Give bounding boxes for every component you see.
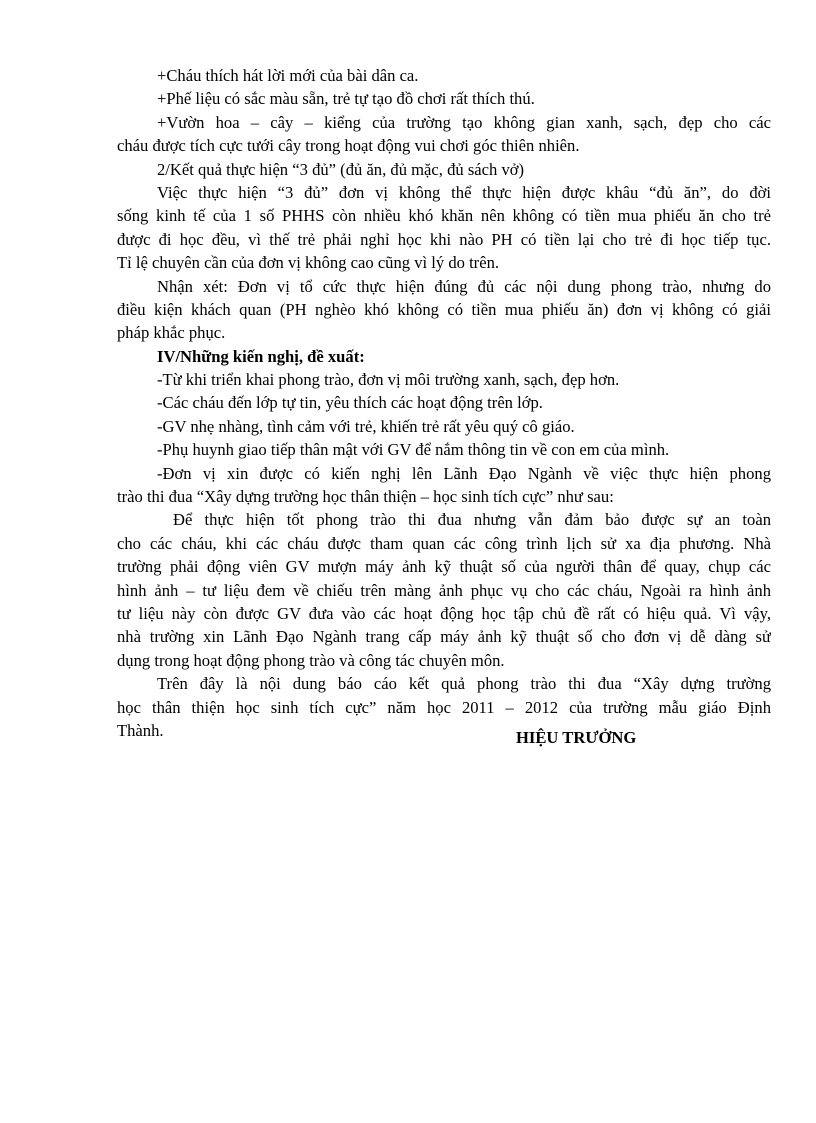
text-line: -GV nhẹ nhàng, tình cảm với trẻ, khiến trẻ rất yêu quý cô giáo. xyxy=(157,416,575,436)
text-line: hình ảnh – tư liệu đem về chiếu trên màng ảnh phục vụ cho các cháu, Ngoài ra hình ảnh xyxy=(117,580,771,600)
text-line: trường phải động viên GV mượn máy ảnh kỹ thuật số của người thân để quay, chụp các xyxy=(117,557,771,577)
text-line: Để thực hiện tốt phong trào thi đua nhưng vẫn đảm bảo được sự an toàn xyxy=(173,510,771,530)
signature-title: HIỆU TRƯỞNG xyxy=(516,728,637,747)
text-line: -Các cháu đến lớp tự tin, yêu thích các hoạt động trên lớp. xyxy=(157,393,543,413)
text-line: tư liệu này còn được GV đưa vào các hoạt động học tập chủ đề rất có hiệu quả. Vì vậy, xyxy=(117,603,771,623)
text-line: -Đơn vị xin được có kiến nghị lên Lãnh Đạo Ngành về việc thực hiện phong xyxy=(157,463,771,483)
text-line: pháp khắc phục. xyxy=(117,323,226,343)
text-line: điều kiện khách quan (PH nghèo khó không có tiền mua phiếu ăn) đơn vị không có giải xyxy=(117,299,771,319)
text-line: Tỉ lệ chuyên cần của đơn vị không cao cũng vì lý do trên. xyxy=(117,253,500,273)
text-line: +Phế liệu có sắc màu sẵn, trẻ tự tạo đồ chơi rất thích thú. xyxy=(157,89,535,109)
section-heading: IV/Những kiến nghị, đề xuất: xyxy=(157,346,365,366)
text-line: Trên đây là nội dung báo cáo kết quả phong trào thi đua “Xây dựng trường xyxy=(157,674,771,694)
text-line: -Từ khi triển khai phong trào, đơn vị môi trường xanh, sạch, đẹp hơn. xyxy=(157,370,620,390)
text-line: sống kinh tế của 1 số PHHS còn nhiều khó khăn nên không có tiền mua phiếu ăn cho trẻ xyxy=(117,206,771,226)
text-line: nhà trường xin Lãnh Đạo Ngành trang cấp máy ảnh kỹ thuật số cho đơn vị dễ dàng sử xyxy=(117,627,771,647)
text-line: cháu được tích cực tưới cây trong hoạt động vui chơi góc thiên nhiên. xyxy=(117,136,580,156)
text-line: Việc thực hiện “3 đủ” đơn vị không thể thực hiện được khâu “đủ ăn”, do đời xyxy=(157,182,771,202)
text-line: học thân thiện học sinh tích cực” năm học 2011 – 2012 của trường mẫu giáo Định xyxy=(117,697,771,717)
text-line: cho các cháu, khi các cháu được tham quan các công trình lịch sử xa địa phương. Nhà xyxy=(117,533,771,553)
section-heading: 2/Kết quả thực hiện “3 đủ” (đủ ăn, đủ mặc, đủ sách vở) xyxy=(157,159,525,179)
text-line: +Cháu thích hát lời mới của bài dân ca. xyxy=(157,66,419,85)
text-line: Nhận xét: Đơn vị tổ cức thực hiện đúng đủ các nội dung phong trào, nhưng do xyxy=(157,276,771,296)
report-body xyxy=(117,64,771,742)
text-line: Thành. xyxy=(117,720,164,740)
text-line: trào thi đua “Xây dựng trường học thân thiện – học sinh tích cực” như sau: xyxy=(117,487,614,507)
text-line: dụng trong hoạt động phong trào và công tác chuyên môn. xyxy=(117,650,505,670)
text-line: được đi học đều, vì thế trẻ phải nghỉ học khi nào PH có tiền lại cho trẻ đi học tiếp tục. xyxy=(117,229,771,249)
text-line: +Vườn hoa – cây – kiểng của trường tạo không gian xanh, sạch, đẹp cho các xyxy=(157,112,771,132)
text-line: -Phụ huynh giao tiếp thân mật với GV để nắm thông tin về con em của mình. xyxy=(157,440,670,460)
